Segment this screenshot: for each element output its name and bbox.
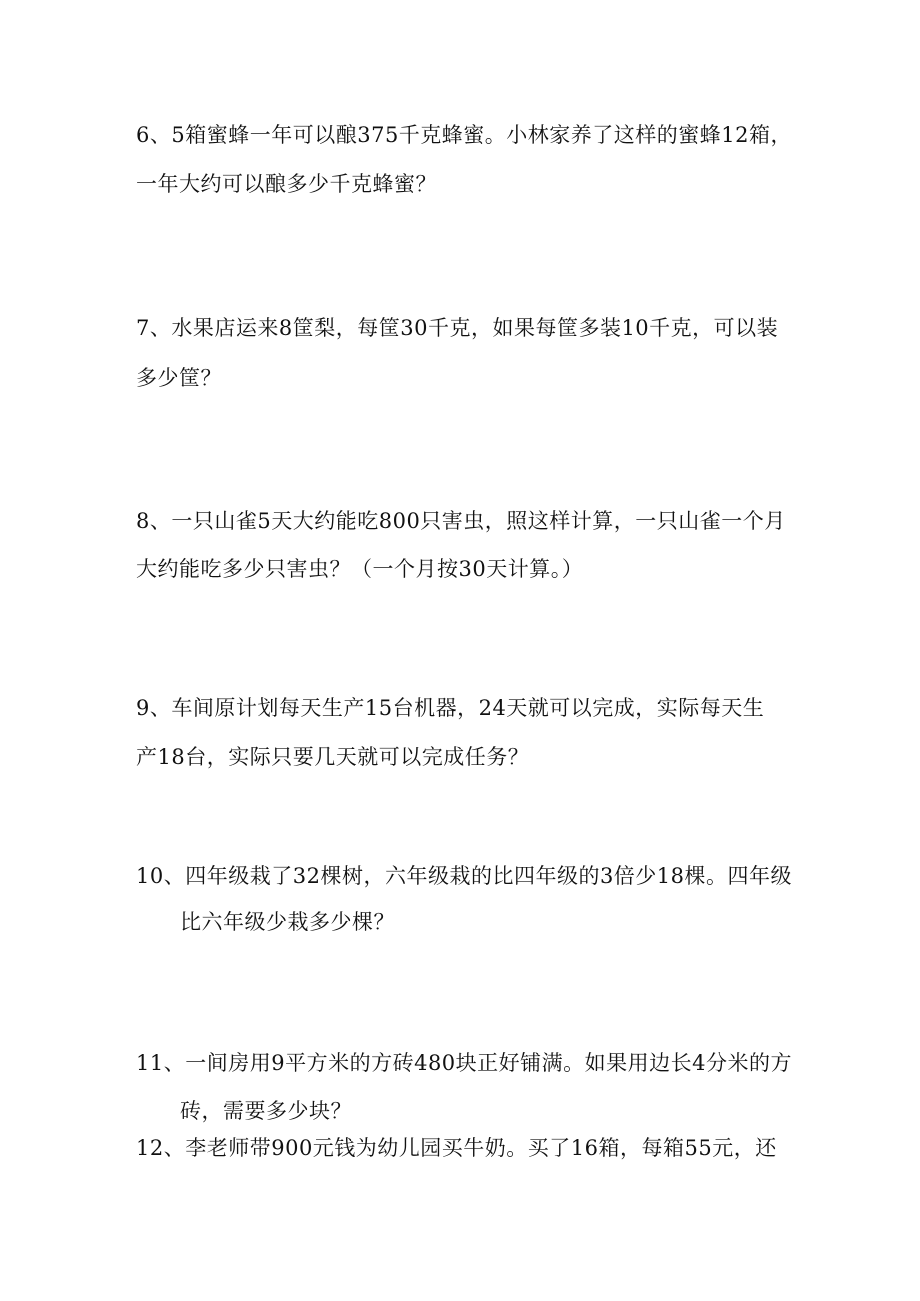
problem-7-line-1: 7、水果店运来8筐梨，每筐30千克，如果每筐多装10千克，可以装	[136, 316, 779, 340]
problem-12-line-1: 12、李老师带900元钱为幼儿园买牛奶。买了16箱，每箱55元，还	[136, 1136, 777, 1160]
problem-11-line-2: 砖，需要多少块？	[180, 1099, 352, 1123]
problem-9-line-1: 9、车间原计划每天生产15台机器，24天就可以完成，实际每天生	[136, 696, 765, 720]
problem-11-line-1: 11、一间房用9平方米的方砖480块正好铺满。如果用边长4分米的方	[136, 1051, 793, 1075]
problem-6-line-1: 6、5箱蜜蜂一年可以酿375千克蜂蜜。小林家养了这样的蜜蜂12箱，	[136, 123, 793, 147]
problem-8-line-2: 大约能吃多少只害虫？（一个月按30天计算。）	[136, 557, 584, 581]
problem-10-line-1: 10、四年级栽了32棵树，六年级栽的比四年级的3倍少18棵。四年级	[136, 864, 793, 888]
problem-7-line-2: 多少筐？	[136, 366, 222, 390]
problem-6-line-2: 一年大约可以酿多少千克蜂蜜？	[136, 172, 437, 196]
problem-10-line-2: 比六年级少栽多少棵？	[180, 910, 395, 934]
problem-9-line-2: 产18台，实际只要几天就可以完成任务？	[136, 745, 530, 769]
problem-8-line-1: 8、一只山雀5天大约能吃800只害虫，照这样计算，一只山雀一个月	[136, 509, 786, 533]
